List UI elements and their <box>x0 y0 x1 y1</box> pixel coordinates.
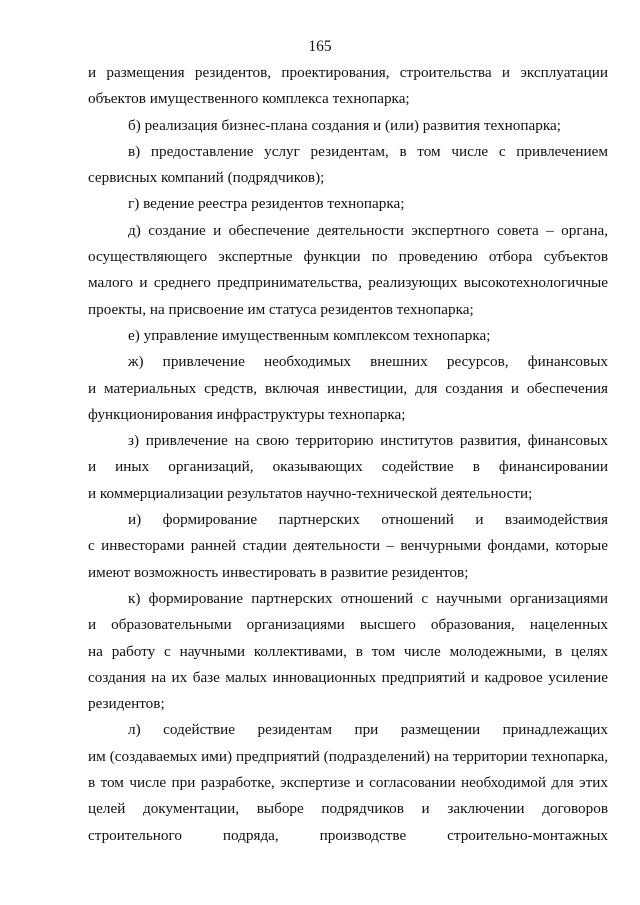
text-line: и иных организаций, оказывающих содействие в финансировании <box>88 458 608 476</box>
text-line: сервисных компаний (подрядчиков); <box>88 169 325 187</box>
text-line: имеют возможность инвестировать в развитие резидентов; <box>88 563 469 581</box>
text-line: в) предоставление услуг резидентам, в том числе с привлечением <box>128 142 608 160</box>
text-line: ж) привлечение необходимых внешних ресурсов, финансовых <box>128 353 608 371</box>
text-line: строительного подряда, производстве строительно-монтажных <box>88 826 608 844</box>
text-line: проекты, на присвоение им статуса резидентов технопарка; <box>88 300 474 318</box>
text-line: и) формирование партнерских отношений и взаимодействия <box>128 511 608 529</box>
text-line: малого и среднего предпринимательства, реализующих высокотехнологичные <box>88 274 608 292</box>
text-line: л) содействие резидентам при размещении принадлежащих <box>128 721 608 739</box>
text-line: осуществляющего экспертные функции по проведению отбора субъектов <box>88 248 608 266</box>
text-line: целей документации, выборе подрядчиков и заключении договоров <box>88 800 608 818</box>
text-line: г) ведение реестра резидентов технопарка; <box>128 195 405 213</box>
text-line: объектов имущественного комплекса технопарка; <box>88 90 410 108</box>
text-line: и образовательными организациями высшего образования, нацеленных <box>88 616 608 634</box>
document-body <box>88 60 608 849</box>
text-line: функционирования инфраструктуры технопарка; <box>88 405 406 423</box>
text-line: создания на их базе малых инновационных предприятий и кадровое усиление <box>88 668 608 686</box>
text-line: на работу с научными коллективами, в том числе молодежными, в целях <box>88 642 608 660</box>
text-line: б) реализация бизнес-плана создания и (или) развития технопарка; <box>128 116 561 134</box>
text-line: с инвесторами ранней стадии деятельности – венчурными фондами, которые <box>88 537 608 555</box>
text-line: и размещения резидентов, проектирования, строительства и эксплуатации <box>88 64 608 81</box>
text-line: з) привлечение на свою территорию институтов развития, финансовых <box>128 432 608 450</box>
text-line: им (создаваемых ими) предприятий (подразделений) на территории технопарка, <box>88 747 608 765</box>
text-line: резидентов; <box>88 695 165 713</box>
text-line: и коммерциализации результатов научно-технической деятельности; <box>88 484 533 502</box>
text-line: и материальных средств, включая инвестиции, для создания и обеспечения <box>88 379 608 397</box>
text-line: к) формирование партнерских отношений с научными организациями <box>128 589 608 607</box>
page-number: 165 <box>308 38 332 55</box>
text-line: в том числе при разработке, экспертизе и согласовании необходимой для этих <box>88 774 608 792</box>
text-line: е) управление имущественным комплексом технопарка; <box>128 326 491 344</box>
text-line: д) создание и обеспечение деятельности экспертного совета – органа, <box>128 221 608 239</box>
